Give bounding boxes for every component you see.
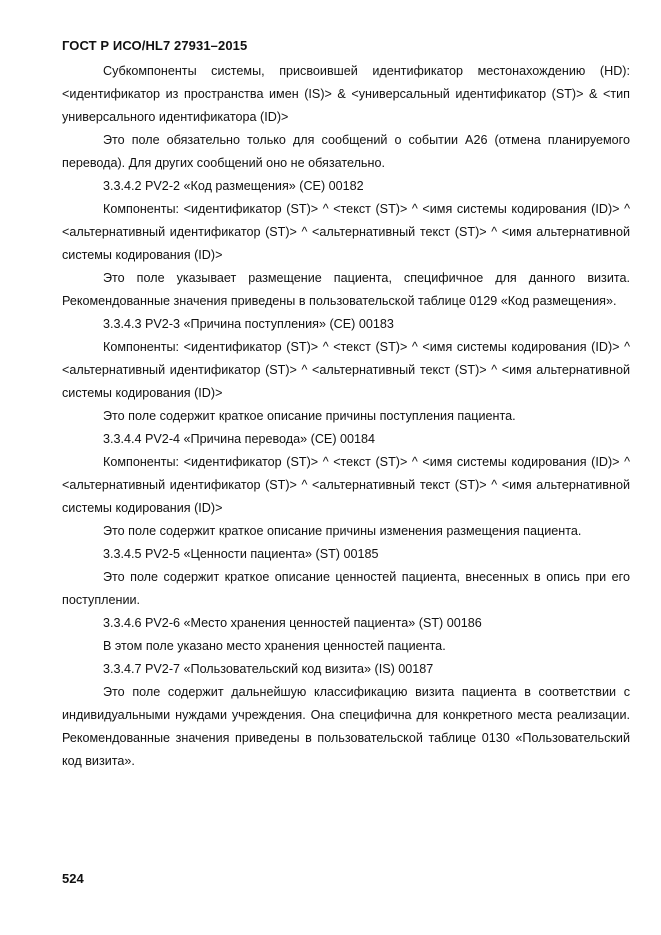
paragraph: Это поле содержит краткое описание причины изменения размещения пациента. [103, 524, 582, 538]
paragraph: Компоненты: <идентификатор (ST)> ^ <текст (ST)> ^ <имя системы кодирования (ID)> ^ <альтернативный идентификатор (ST)> ^ <альтернативный текст (ST)> ^ <имя альтернативной системы кодирования (ID)> [62, 340, 630, 400]
paragraph: Это поле содержит краткое описание ценностей пациента, внесенных в опись при его поступлении. [62, 570, 630, 607]
section-heading: 3.3.4.3 PV2-3 «Причина поступления» (CE) 00183 [103, 317, 394, 331]
document-header: ГОСТ Р ИСО/HL7 27931–2015 [62, 38, 248, 53]
paragraph: Компоненты: <идентификатор (ST)> ^ <текст (ST)> ^ <имя системы кодирования (ID)> ^ <альтернативный идентификатор (ST)> ^ <альтернативный текст (ST)> ^ <имя альтернативной системы кодирования (ID)> [62, 202, 630, 262]
document-body [62, 60, 630, 773]
section-heading: 3.3.4.7 PV2-7 «Пользовательский код визита» (IS) 00187 [103, 662, 434, 676]
section-heading: 3.3.4.6 PV2-6 «Место хранения ценностей пациента» (ST) 00186 [103, 616, 482, 630]
page-number: 524 [62, 871, 84, 886]
paragraph: Это поле содержит краткое описание причины поступления пациента. [103, 409, 516, 423]
paragraph: Компоненты: <идентификатор (ST)> ^ <текст (ST)> ^ <имя системы кодирования (ID)> ^ <альтернативный идентификатор (ST)> ^ <альтернативный текст (ST)> ^ <имя альтернативной системы кодирования (ID)> [62, 455, 630, 515]
paragraph: Субкомпоненты системы, присвоившей идентификатор местонахождению (HD): <идентификатор из пространства имен (IS)> & <универсальный идентификатор (ST)> & <тип универсального идентификатора (ID)> [62, 64, 630, 124]
paragraph: Это поле обязательно только для сообщений о событии A26 (отмена планируемого перевода). Для других сообщений оно не обязательно. [62, 133, 630, 170]
section-heading: 3.3.4.4 PV2-4 «Причина перевода» (CE) 00184 [103, 432, 376, 446]
paragraph: Это поле указывает размещение пациента, специфичное для данного визита. Рекомендованные значения приведены в пользовательской таблице 0129 «Код размещения». [62, 271, 630, 308]
paragraph: Это поле содержит дальнейшую классификацию визита пациента в соответствии с индивидуальными нуждами учреждения. Она специфична для конкретного места реализации. Рекомендованные значения приведены в пользовательской таблице 0130 «Пользовательский код визита». [62, 685, 630, 768]
section-heading: 3.3.4.5 PV2-5 «Ценности пациента» (ST) 00185 [103, 547, 379, 561]
paragraph: В этом поле указано место хранения ценностей пациента. [103, 639, 446, 653]
section-heading: 3.3.4.2 PV2-2 «Код размещения» (CE) 00182 [103, 179, 364, 193]
